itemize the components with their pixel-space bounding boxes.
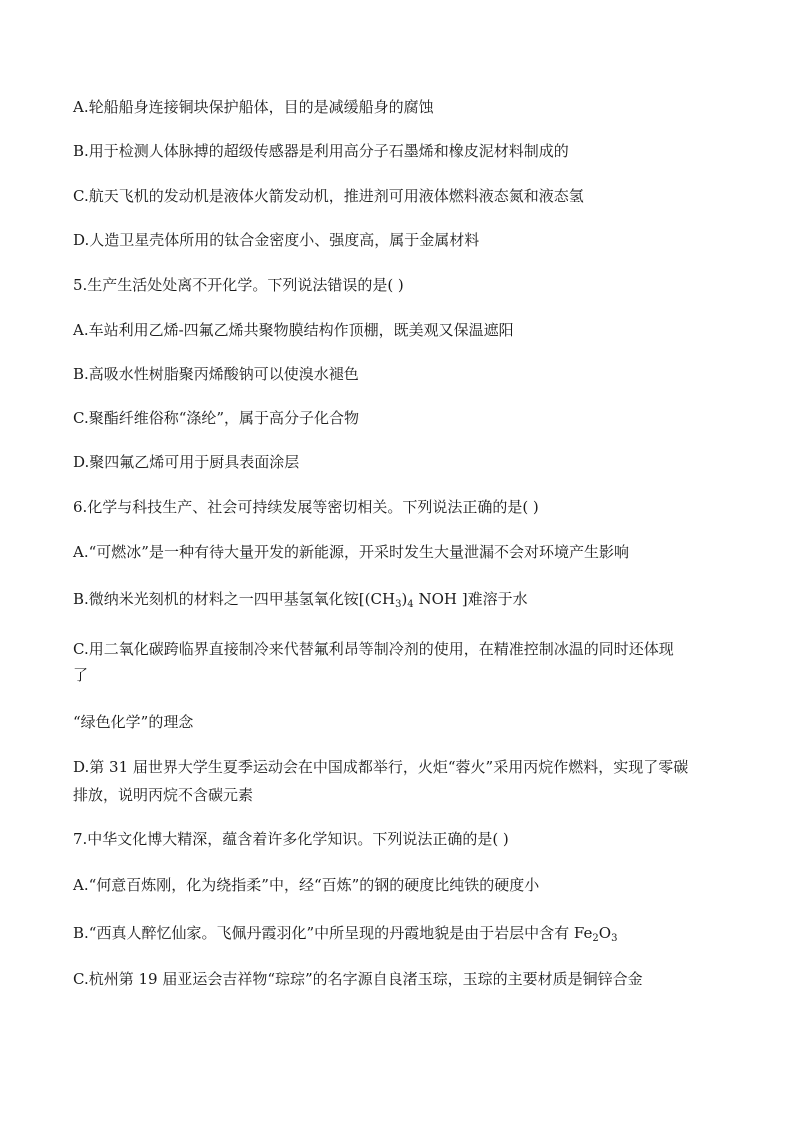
q7-option-a: A.“何意百炼刚，化为绕指柔”中，经“百炼”的钢的硬度比纯铁的硬度小	[73, 876, 540, 894]
q6-option-c-line3: “绿色化学”的理念	[73, 713, 194, 731]
q4-option-b: B.用于检测人体脉搏的超级传感器是利用高分子石墨烯和橡皮泥材料制成的	[73, 142, 569, 160]
question-5: 5.生产生活处处离不开化学。下列说法错误的是( )	[73, 276, 404, 294]
q7b-subscript-3: 3	[611, 933, 618, 944]
q7-option-b	[73, 922, 754, 944]
q6b-paren: )	[401, 590, 408, 608]
q5-option-b: B.高吸水性树脂聚丙烯酸钠可以使溴水褪色	[73, 365, 359, 383]
q4-option-d: D.人造卫星壳体所用的钛合金密度小、强度高，属于金属材料	[73, 231, 480, 249]
q7b-oxygen: O	[598, 924, 612, 942]
q6-option-c-line2: 了	[73, 666, 89, 684]
q7-option-c: C.杭州第 19 届亚运会吉祥物“琮琮”的名字源自良渚玉琮，玉琮的主要材质是铜锌合金	[73, 970, 643, 988]
q6-option-b	[73, 588, 754, 610]
q6b-subscript-3: 3	[395, 599, 402, 610]
q6-option-d-line1: D.第 31 届世界大学生夏季运动会在中国成都举行，火炬“蓉火”采用丙烷作燃料，实现了零碳	[73, 758, 689, 776]
q5-option-d: D.聚四氟乙烯可用于厨具表面涂层	[73, 453, 300, 471]
q6b-subscript-4: 4	[407, 599, 414, 610]
q7b-text: B.“西真人醉忆仙家。飞佩丹霞羽化”中所呈现的丹霞地貌是由于岩层中含有 Fe	[73, 924, 593, 942]
q4-option-a: A.轮船船身连接铜块保护船体，目的是减缓船身的腐蚀	[73, 98, 434, 116]
question-7: 7.中华文化博大精深，蕴含着许多化学知识。下列说法正确的是( )	[73, 830, 509, 848]
q6-option-c-line1: C.用二氧化碳跨临界直接制冷来代替氟利昂等制冷剂的使用，在精准控制冰温的同时还体现	[73, 640, 674, 658]
q4-option-c: C.航天飞机的发动机是液体火箭发动机，推进剂可用液体燃料液态氮和液态氢	[73, 187, 584, 205]
q6b-text-start: B.微纳米光刻机的材料之一四甲基氢氧化铵[(CH	[73, 590, 396, 608]
q6-option-a: A.“可燃冰”是一种有待大量开发的新能源，开采时发生大量泄漏不会对环境产生影响	[73, 543, 629, 561]
q6-option-d-line2: 排放，说明丙烷不含碳元素	[73, 786, 254, 804]
q5-option-c: C.聚酯纤维俗称“涤纶”，属于高分子化合物	[73, 409, 360, 427]
q5-option-a: A.车站利用乙烯-四氟乙烯共聚物膜结构作顶棚，既美观又保温遮阳	[73, 321, 514, 339]
question-6: 6.化学与科技生产、社会可持续发展等密切相关。下列说法正确的是( )	[73, 498, 539, 516]
q7b-subscript-2: 2	[592, 933, 599, 944]
q6b-text-end: NOH ]难溶于水	[413, 590, 528, 608]
